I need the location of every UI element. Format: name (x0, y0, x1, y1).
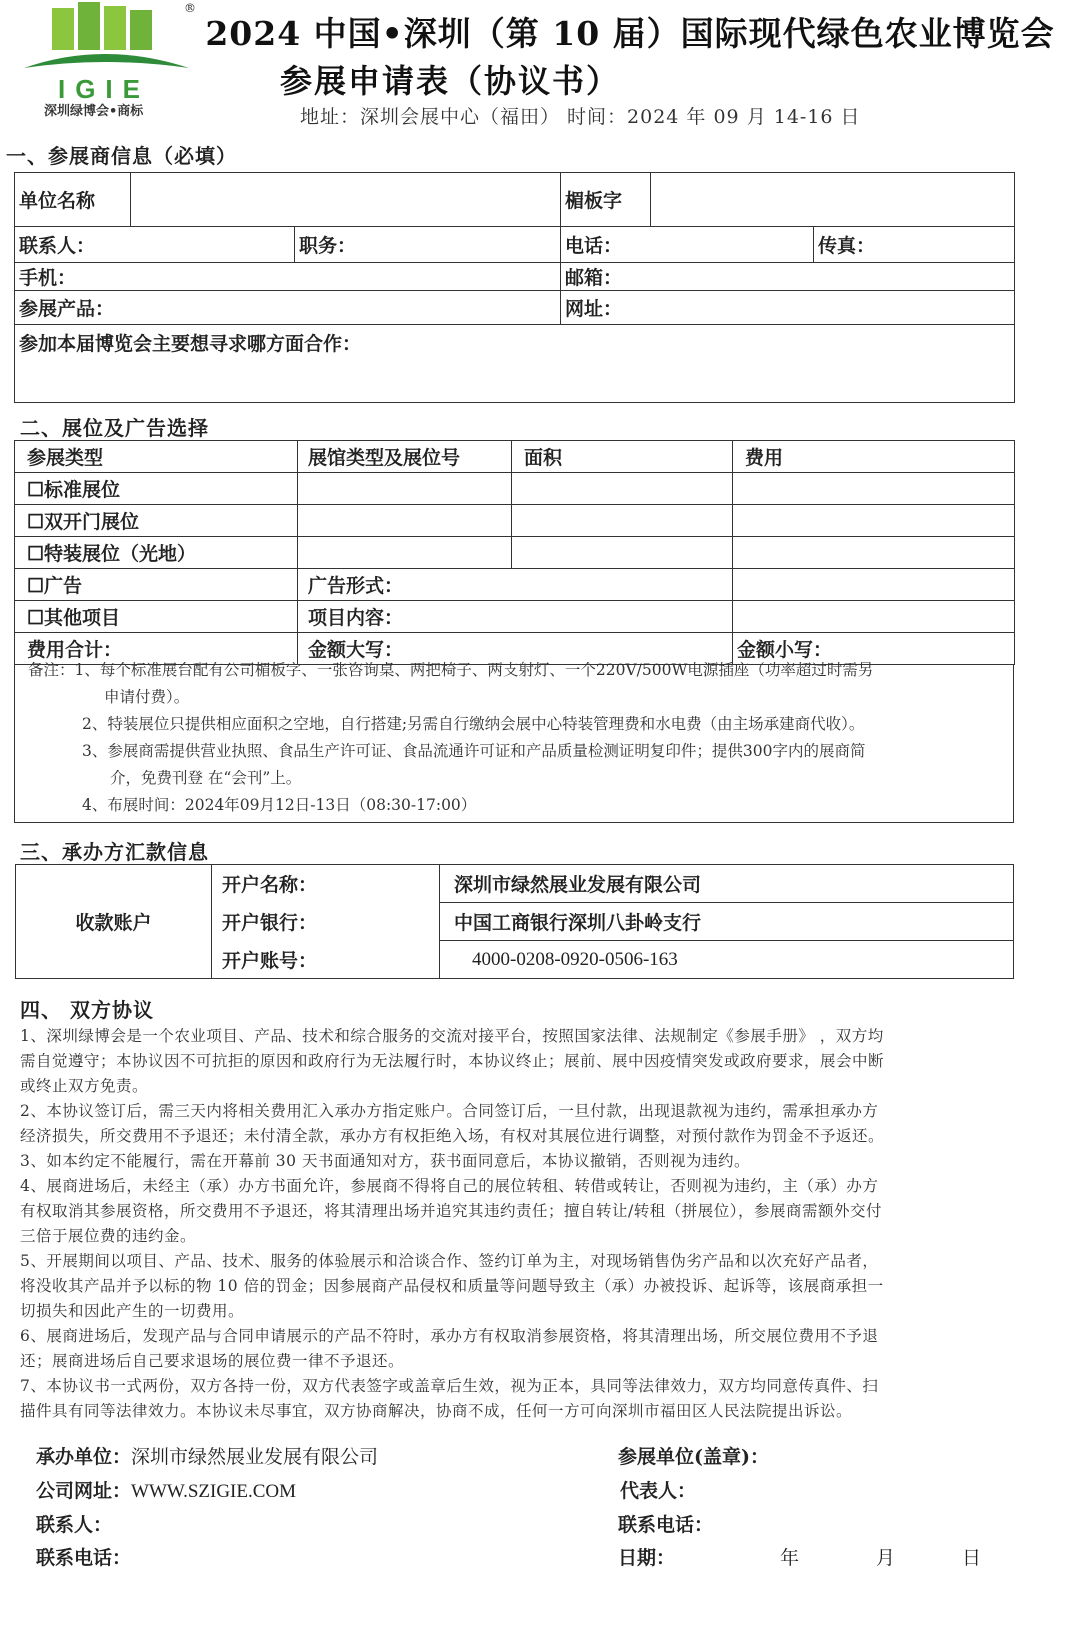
ad-checkbox[interactable]: ☐广告 (15, 569, 298, 601)
agreement-line: 6、展商进场后，发现产品与合同申请展示的产品不符时，承办方有权取消参展资格，将其清理出场，所交展位费用不予退 (20, 1327, 879, 1345)
agreement-line: 描件具有同等法律效力。本协议未尽事宜，双方协商解决，协商不成，任何一方可向深圳市福田区人民法院提出诉讼。 (20, 1402, 853, 1420)
phone-label: 电话： (565, 235, 623, 257)
email-label: 邮箱： (565, 267, 623, 289)
section2-heading: 二、展位及广告选择 (20, 416, 209, 440)
agreement-line: 将没收其产品并予以标的物 10 倍的罚金；因参展商产品侵权和质量等问题导致主（承）办被投诉、起诉等，该展商承担一 (20, 1277, 884, 1295)
agreement-line: 或终止双方免责。 (20, 1077, 149, 1095)
company-website-value: WWW.SZIGIE.COM (131, 1481, 297, 1502)
special-hall-cell[interactable] (298, 537, 512, 569)
company-field[interactable] (131, 173, 561, 227)
position-field[interactable] (295, 227, 561, 263)
fascia-label: 楣板字 (561, 173, 651, 227)
sub-title: 参展申请表（协议书） (279, 62, 620, 100)
note-4: 4、布展时间：2024年09月12日-13日（08:30-17:00） (82, 796, 477, 814)
amount-lower-label: 金额小写： (737, 639, 833, 661)
other-content-label: 项目内容： (308, 607, 404, 629)
standard-area-cell[interactable] (512, 473, 733, 505)
logo-subtitle: 深圳绿博会•商标 (44, 104, 144, 119)
account-name-value: 深圳市绿然展业发展有限公司 (440, 865, 1014, 903)
company-website-label: 公司网址： (36, 1480, 132, 1502)
ad-form-label: 广告形式： (308, 575, 404, 597)
double-hall-cell[interactable] (298, 505, 512, 537)
section3-heading: 三、承办方汇款信息 (20, 840, 209, 864)
agreement-line: 三倍于展位费的违约金。 (20, 1227, 197, 1245)
note-3: 3、参展商需提供营业执照、食品生产许可证、食品流通许可证和产品质量检测证明复印件；提供300字内的展商简 (82, 742, 866, 760)
header-hall-booth: 展馆类型及展位号 (298, 441, 512, 473)
note-1-cont: 申请付费）。 (104, 688, 190, 706)
account-number-value: 4000-0208-0920-0506-163 (440, 941, 1014, 979)
fascia-field[interactable] (651, 173, 1015, 227)
products-field[interactable] (15, 291, 561, 325)
section4-heading: 四、 双方协议 (20, 998, 154, 1022)
mobile-label: 手机： (19, 267, 77, 289)
registered-mark: ® (184, 1, 196, 15)
total-label: 费用合计： (27, 639, 123, 661)
agreement-line: 需自觉遵守；本协议因不可抗拒的原因和政府行为无法履行时，本协议终止；展前、展中因疫情突发或政府要求，展会中断 (20, 1052, 885, 1070)
agreement-line: 还；展商进场后自己要求退场的展位费一律不予退还。 (20, 1352, 405, 1370)
special-area-cell[interactable] (512, 537, 733, 569)
double-area-cell[interactable] (512, 505, 733, 537)
amount-upper-label: 金额大写： (308, 639, 404, 661)
mobile-field[interactable] (15, 263, 561, 291)
account-number-label: 开户账号： (212, 941, 440, 979)
header-booth-type: 参展类型 (15, 441, 298, 473)
special-fee-cell[interactable] (733, 537, 1015, 569)
position-label: 职务： (299, 235, 357, 257)
organizer-label: 承办单位： (36, 1446, 132, 1468)
exhibitor-seal-label: 参展单位(盖章)： (618, 1446, 769, 1468)
website-field[interactable] (561, 291, 1015, 325)
agreement-line: 2、本协议签订后，需三天内将相关费用汇入承办方指定账户。合同签订后，一旦付款，出现退款视为违约，需承担承办方 (20, 1102, 879, 1120)
email-field[interactable] (561, 263, 1015, 291)
account-label: 收款账户 (16, 865, 212, 979)
exhibitor-info-table (14, 172, 1015, 403)
cooperation-field[interactable] (15, 325, 1015, 403)
venue-address: 地址：深圳会展中心（福田） 时间：2024 年 09 月 14-16 日 (300, 106, 861, 128)
organizer-value: 深圳市绿然展业发展有限公司 (131, 1446, 379, 1468)
note-1: 备注：1、每个标准展台配有公司楣板字、一张咨询桌、两把椅子、两支射灯、一个220V/500W电源插座（功率超过时需另 (28, 661, 874, 679)
fax-label: 传真： (818, 235, 876, 257)
bank-value: 中国工商银行深圳八卦岭支行 (440, 903, 1014, 941)
website-label: 网址： (565, 298, 623, 320)
company-label: 单位名称 (15, 173, 131, 227)
agreement-line: 切损失和因此产生的一切费用。 (20, 1302, 245, 1320)
remittance-table (15, 864, 1014, 979)
other-checkbox[interactable]: ☐其他项目 (15, 601, 298, 633)
agreement-text (20, 1024, 1070, 1424)
fax-field[interactable] (814, 227, 1015, 263)
agreement-line: 7、本协议书一式两份，双方各持一份，双方代表签字或盖章后生效，视为正本，具同等法律效力，双方均同意传真件、扫 (20, 1377, 879, 1395)
double-fee-cell[interactable] (733, 505, 1015, 537)
contact-field[interactable] (15, 227, 295, 263)
double-door-booth-checkbox[interactable]: ☐双开门展位 (15, 505, 298, 537)
note-3-cont: 介，免费刊登 在“会刊”上。 (110, 769, 302, 787)
header-area: 面积 (512, 441, 733, 473)
website-row (36, 1476, 296, 1503)
organizer-contact: 联系人： (36, 1514, 113, 1536)
organizer-phone: 联系电话： (36, 1547, 132, 1569)
logo-text: IGIE (57, 74, 151, 104)
date-day: 日 (962, 1547, 982, 1569)
exhibitor-phone-label: 联系电话： (618, 1514, 714, 1536)
other-content-field[interactable] (298, 601, 733, 633)
contact-label: 联系人： (19, 235, 96, 257)
date-year: 年 (780, 1547, 800, 1569)
agreement-line: 经济损失，所交费用不予退还；未付清全款，承办方有权拒绝入场，有权对其展位进行调整，对预付款作为罚金不予返还。 (20, 1127, 885, 1145)
main-title: 2024 中国•深圳（第 10 届）国际现代绿色农业博览会 (205, 14, 1055, 53)
date-label: 日期： (618, 1547, 676, 1569)
standard-fee-cell[interactable] (733, 473, 1015, 505)
representative-label: 代表人： (620, 1480, 697, 1502)
products-label: 参展产品： (19, 298, 115, 320)
standard-hall-cell[interactable] (298, 473, 512, 505)
phone-field[interactable] (561, 227, 814, 263)
section1-heading: 一、参展商信息（必填） (6, 144, 237, 168)
other-fee-cell[interactable] (733, 601, 1015, 633)
special-booth-checkbox[interactable]: ☐特装展位（光地） (15, 537, 298, 569)
agreement-line: 4、展商进场后，未经主（承）办方书面允许，参展商不得将自己的展位转租、转借或转让，否则视为违约，主（承）办方 (20, 1177, 879, 1195)
cooperation-label: 参加本届博览会主要想寻求哪方面合作： (19, 333, 362, 355)
ad-form-field[interactable] (298, 569, 733, 601)
booth-table (14, 440, 1015, 665)
standard-booth-checkbox[interactable]: ☐标准展位 (15, 473, 298, 505)
date-month: 月 (876, 1547, 896, 1569)
agreement-line: 5、开展期间以项目、产品、技术、服务的体验展示和洽谈合作、签约订单为主，对现场销售伪劣产品和以次充好产品者， (20, 1252, 879, 1270)
header-fee: 费用 (733, 441, 1015, 473)
note-2: 2、特装展位只提供相应面积之空地，自行搭建;另需自行缴纳会展中心特装管理费和水电费（由主场承建商代收）。 (82, 715, 865, 733)
bank-label: 开户银行： (212, 903, 440, 941)
agreement-line: 1、深圳绿博会是一个农业项目、产品、技术和综合服务的交流对接平台，按照国家法律、法规制定《参展手册》 ，双方均 (20, 1027, 884, 1045)
agreement-line: 3、如本约定不能履行，需在开幕前 30 天书面通知对方，获书面同意后，本协议撤销，否则视为违约。 (20, 1152, 750, 1170)
organizer-row (36, 1442, 378, 1469)
ad-fee-cell[interactable] (733, 569, 1015, 601)
agreement-line: 有权取消其参展资格，所交费用不予退还，将其清理出场并追究其违约责任；擅自转让/转租（拼展位），参展商需额外交付 (20, 1202, 882, 1220)
account-name-label: 开户名称： (212, 865, 440, 903)
